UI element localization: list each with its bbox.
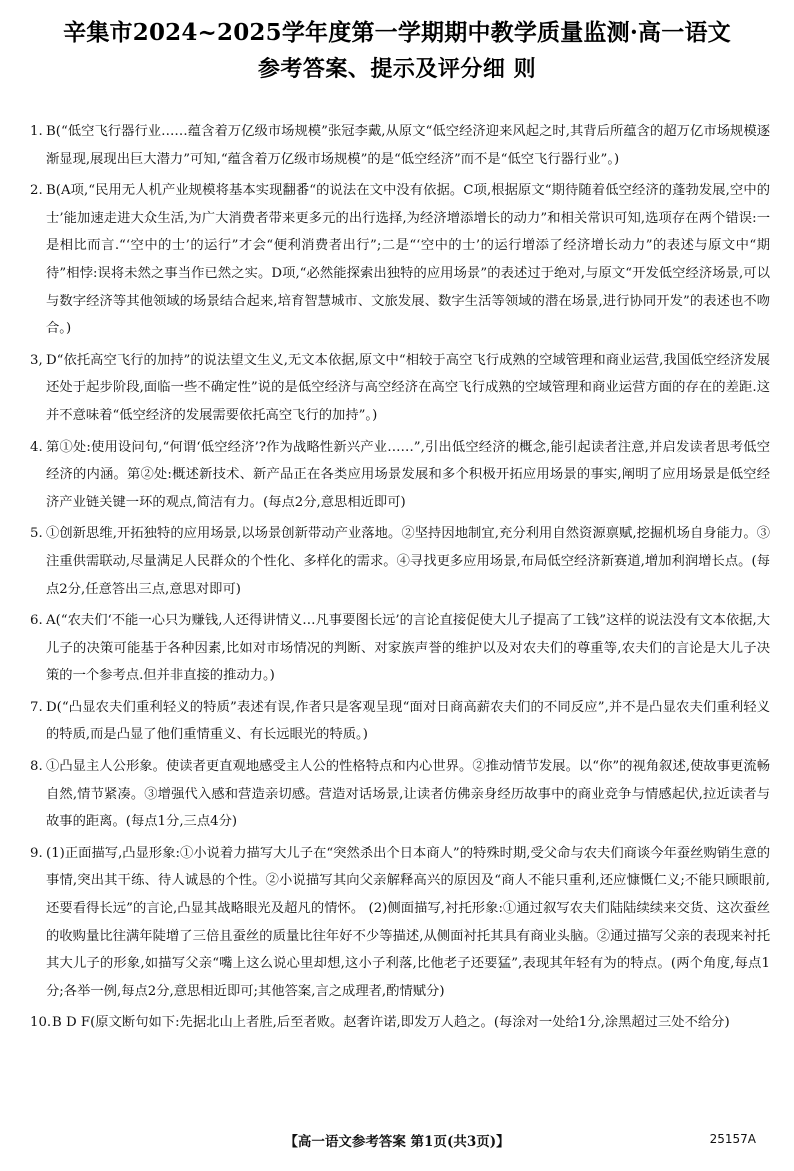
- answer-number: 1.: [30, 124, 43, 139]
- answer-number: 4.: [30, 439, 43, 455]
- answer-item-2: [30, 177, 770, 343]
- answer-number: 5.: [30, 526, 43, 542]
- answer-text: D“依托高空飞行的加持”的说法望文生义,无文本依据,原文中“相较于高空飞行成熟的空域管理和商业运营,我国低空经济发展还处于起步阶段,面临一些不确定性”说的是低空经济与高空经济在高空飞行成熟的空域管理和商业运营方面的存在的差距.这并不意味着“低空经济的发展需要依托高空飞行的加持”。): [46, 352, 770, 423]
- page-footer: 【高一语文参考答案 第1页(共3页)】: [284, 1134, 510, 1150]
- answer-item-3: [30, 347, 770, 430]
- document-subtitle: 参考答案、提示及评分细 则: [257, 56, 537, 82]
- answer-item-10: [30, 1009, 770, 1037]
- answer-number: 7.: [30, 699, 43, 715]
- answer-item-5: [30, 520, 770, 603]
- answer-text: D(“凸显农夫们重利轻义的特质”表述有误,作者只是客观呈现“面对日商高薪农夫们的不同反应”,并不是凸显农夫们重利轻义的特质,而是凸显了他们重情重义、有长远眼光的特质。): [46, 699, 770, 743]
- answer-text: A(“农夫们‘不能一心只为赚钱,人还得讲情义…凡事要图长远’的言论直接促使大儿子提高了工钱”这样的说法没有文本依据,大儿子的决策可能基于各种因素,比如对市场情况的判断、对家族声誉的维护以及对农夫们的尊重等,农夫们的言论是大儿子决策的一个参考点.但并非直接的推动力。): [46, 613, 770, 684]
- answer-text: B D F(原文断句如下:先据北山上者胜,后至者败。赵奢许诺,即发万人趋之。(每涂对一处给1分,涂黑超过三处不给分): [52, 1015, 730, 1031]
- answer-item-6: [30, 607, 770, 690]
- document-code: 25157A: [709, 1132, 756, 1146]
- answer-text: ①创新思维,开拓独特的应用场景,以场景创新带动产业落地。②坚持因地制宜,充分利用自然资源禀赋,挖掘机场自身能力。③注重供需联动,尽量满足人民群众的个性化、多样化的需求。④寻找更多应用场景,布局低空经济新赛道,增加利润增长点。(每点2分,任意答出三点,意思对即可): [46, 526, 770, 597]
- answer-text: B(A项,“民用无人机产业规模将基本实现翻番“的说法在文中没有依据。C项,根据原文“期待随着低空经济的蓬勃发展,空中的士’能加速走进大众生活,为广大消费者带来更多元的出行选择,为经济增添增长的动力”和相关常识可知,选项存在两个错误:一是相比而言.“‘空中的士’的运行”才会“便利消费者出行”;二是“‘空中的士’的运行增添了经济增长动力”的表述与原文中“期待”相悖:误将未然之事当作已然之实。D项,“必然能探索出独特的应用场景”的表述过于绝对,与原文“开发低空经济场景,可以与数字经济等其他领域的场景结合起来,培育智慧城市、文旅发展、数字生活等领域的潜在场景,进行协同开发”的表述也不吻合。): [46, 183, 770, 337]
- answer-text: B(“低空飞行器行业……蕴含着万亿级市场规模”张冠李戴,从原文“低空经济迎来风起之时,其背后所蕴含的超万亿市场规模逐渐显现,展现出巨大潜力”可知,“蕴含着万亿级市场规模”的是“低空经济”而不是“低空飞行器行业”。): [46, 124, 770, 167]
- answer-number: 8.: [30, 759, 43, 775]
- document-title: 辛集市2024~2025学年度第一学期期中教学质量监测·高一语文: [63, 19, 731, 46]
- answer-text: 第①处:使用设问句,“何谓‘低空经济’?作为战略性新兴产业……”,引出低空经济的概念,能引起读者注意,并启发读者思考低空经济的内涵。第②处:概述新技术、新产品正在各类应用场景发展和多个积极开拓应用场景的事实,阐明了应用场景是低空经济产业链关键一环的观点,简洁有力。(每点2分,意思相近即可): [46, 439, 770, 510]
- answer-item-4: [30, 434, 770, 517]
- answer-item-8: [30, 753, 770, 836]
- answer-text: ①凸显主人公形象。使读者更直观地感受主人公的性格特点和内心世界。②推动情节发展。以“你”的视角叙述,使故事更流畅自然,情节紧凑。③增强代入感和营造亲切感。营造对话场景,让读者仿佛亲身经历故事中的商业竞争与情感起伏,拉近读者与故事的距离。(每点1分,三点4分): [46, 759, 770, 830]
- answer-number: 2.: [30, 183, 43, 199]
- answer-number: 10.: [30, 1015, 52, 1031]
- answer-number: 3,: [30, 352, 43, 368]
- answer-list: [30, 118, 770, 1041]
- answer-item-9: [30, 840, 770, 1006]
- answer-item-7: [30, 694, 770, 749]
- answer-number: 9.: [30, 845, 43, 861]
- answer-text: (1)正面描写,凸显形象:①小说着力描写大儿子在“突然杀出个日本商人”的特殊时期,受父命与农夫们商谈今年蚕丝购销生意的事情,突出其干练、待人诚恳的个性。②小说描写其向父亲解释高兴的原因及“商人不能只重利,还应慷慨仁义;不能只顾眼前,还要看得长远”的言论,凸显其战略眼光及超凡的情怀。 (2)侧面描写,衬托形象:①通过叙写农夫们陆陆续续来交货、这次蚕丝的收购量比往满年陡增了三倍且蚕丝的质量比往年好不少等描述,从侧面衬托其具有商业头脑。②通过描写父亲的表现来衬托其大儿子的形象,如描写父亲“嘴上这么说心里却想,这小子利落,比他老子还要猛”,表现其年轻有为的特点。(两个角度,每点1分;各举一例,每点2分,意思相近即可;其他答案,言之成理者,酌情赋分): [46, 845, 770, 999]
- answer-number: 6.: [30, 613, 43, 629]
- answer-item-1: [30, 118, 770, 173]
